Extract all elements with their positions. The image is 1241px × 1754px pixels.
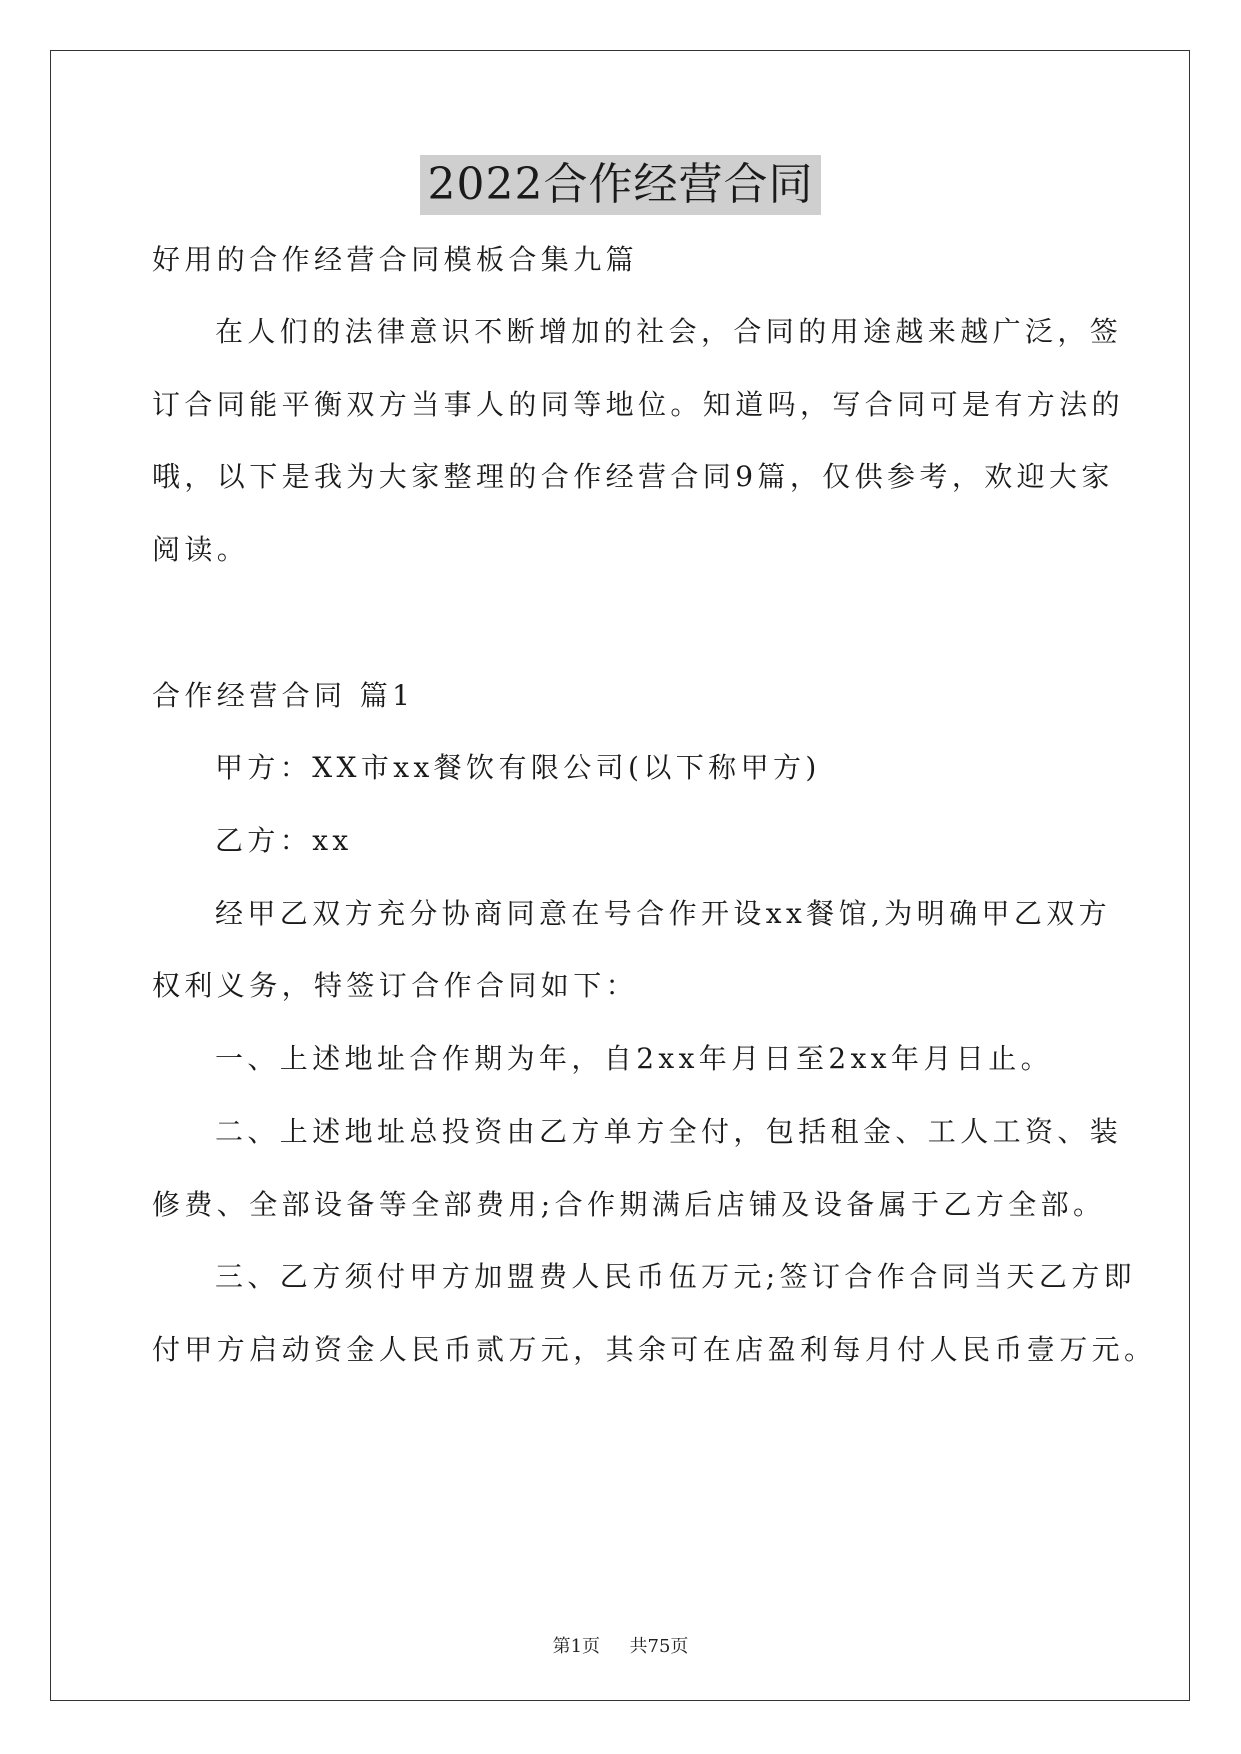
intro-line: 阅读。 <box>152 533 250 566</box>
intro-line: 在人们的法律意识不断增加的社会，合同的用途越来越广泛，签 <box>215 315 1123 348</box>
preamble-line: 经甲乙双方充分协商同意在号合作开设xx餐馆,为明确甲乙双方 <box>215 897 1112 930</box>
page-border <box>50 50 1190 1701</box>
intro-line: 订合同能平衡双方当事人的同等地位。知道吗，写合同可是有方法的 <box>152 388 1125 421</box>
clause-3-line: 三、乙方须付甲方加盟费人民币伍万元;签订合作合同当天乙方即 <box>215 1260 1137 1293</box>
clause-2-line: 二、上述地址总投资由乙方单方全付，包括租金、工人工资、装 <box>215 1115 1123 1148</box>
page-footer <box>0 1635 1241 1659</box>
clause-1: 一、上述地址合作期为年，自2xx年月日至2xx年月日止。 <box>215 1042 1053 1075</box>
document-title: 2022合作经营合同 <box>420 155 822 215</box>
section-heading: 合作经营合同 篇1 <box>152 679 415 712</box>
document-subtitle: 好用的合作经营合同模板合集九篇 <box>152 243 639 276</box>
clause-3-line: 付甲方启动资金人民币贰万元，其余可在店盈利每月付人民币壹万元。 <box>152 1333 1157 1366</box>
party-b: 乙方：xx <box>215 824 353 857</box>
party-a: 甲方：XX市xx餐饮有限公司(以下称甲方) <box>215 751 821 784</box>
page-number: 第1页 <box>552 1636 601 1657</box>
preamble-line: 权利义务，特签订合作合同如下： <box>152 969 639 1002</box>
clause-2-line: 修费、全部设备等全部费用;合作期满后店铺及设备属于乙方全部。 <box>152 1188 1106 1221</box>
title-container <box>0 155 1241 215</box>
intro-line: 哦，以下是我为大家整理的合作经营合同9篇，仅供参考，欢迎大家 <box>152 460 1114 493</box>
total-pages: 共75页 <box>629 1636 689 1657</box>
